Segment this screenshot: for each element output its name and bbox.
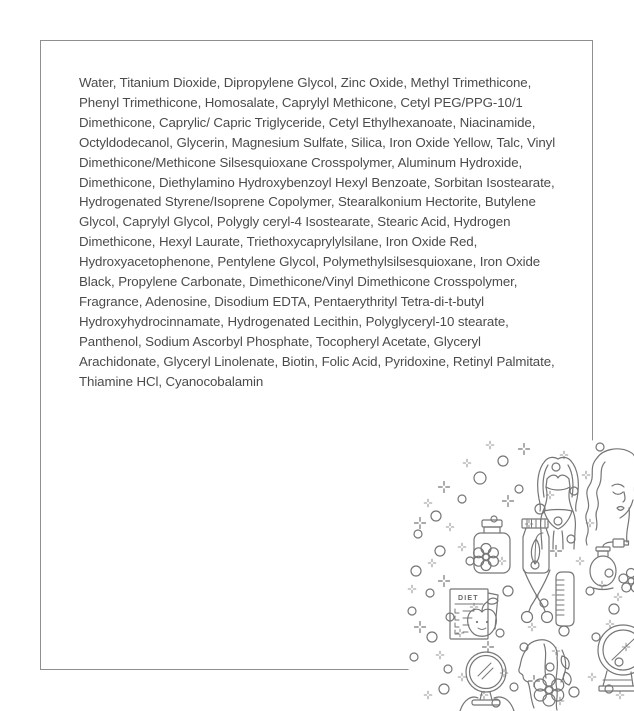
ingredients-text: Water, Titanium Dioxide, Dipropylene Glycol, Zinc Oxide, Methyl Trimethicone, Phenyl Trimethicone, Homosalate, Caprylyl Methicone, Cetyl PEG/PPG-10/1 Dimethicone, Caprylic/ Capric Triglyceride, Cetyl Ethylhexanoate, Niacinamide, Octyldodecanol, Glycerin, Magnesium Sulfate, Silica, Iron Oxide Yellow, Talc, Vinyl Dimethicone/Methicone Silsesquioxane Crosspolymer, Aluminum Hydroxide, Dimethicone, Diethylamino Hydroxybenzoyl Hexyl Benzoate, Sorbitan Isostearate, Hydrogenated Styrene/Isoprene Copolymer, Stearalkonium Hectorite, Butylene Glycol, Caprylyl Glycol, Polygly ceryl-4 Isostearate, Stearic Acid, Hydrogen Dimethicone, Hexyl Laurate, Triethoxycaprylylsilane, Iron Oxide Red, Hydroxyacetophenone, Pentylene Glycol, Polymethylsilsesquioxane, Iron Oxide Black, Propylene Carbonate, Dimethicone/Vinyl Dimethicone Crosspolymer, Fragrance, Adenosine, Disodium EDTA, Pentaerythrityl Tetra-di-t-butyl Hydroxyhydrocinnamate, Hydrogenated Lecithin, Polyglyceryl-10 stearate, Panthenol, Sodium Ascorbyl Phosphate, Tocopheryl Acetate, Glyceryl Arachidonate, Glyceryl Linolenate, Biotin, Folic Acid, Pyridoxine, Retinyl Palmitate, Thiamine HCl, Cyanocobalamin	[79, 75, 556, 389]
diet-label: DIET	[458, 595, 479, 602]
illustration-backdrop	[408, 438, 634, 711]
beauty-icons-illustration	[404, 431, 634, 711]
